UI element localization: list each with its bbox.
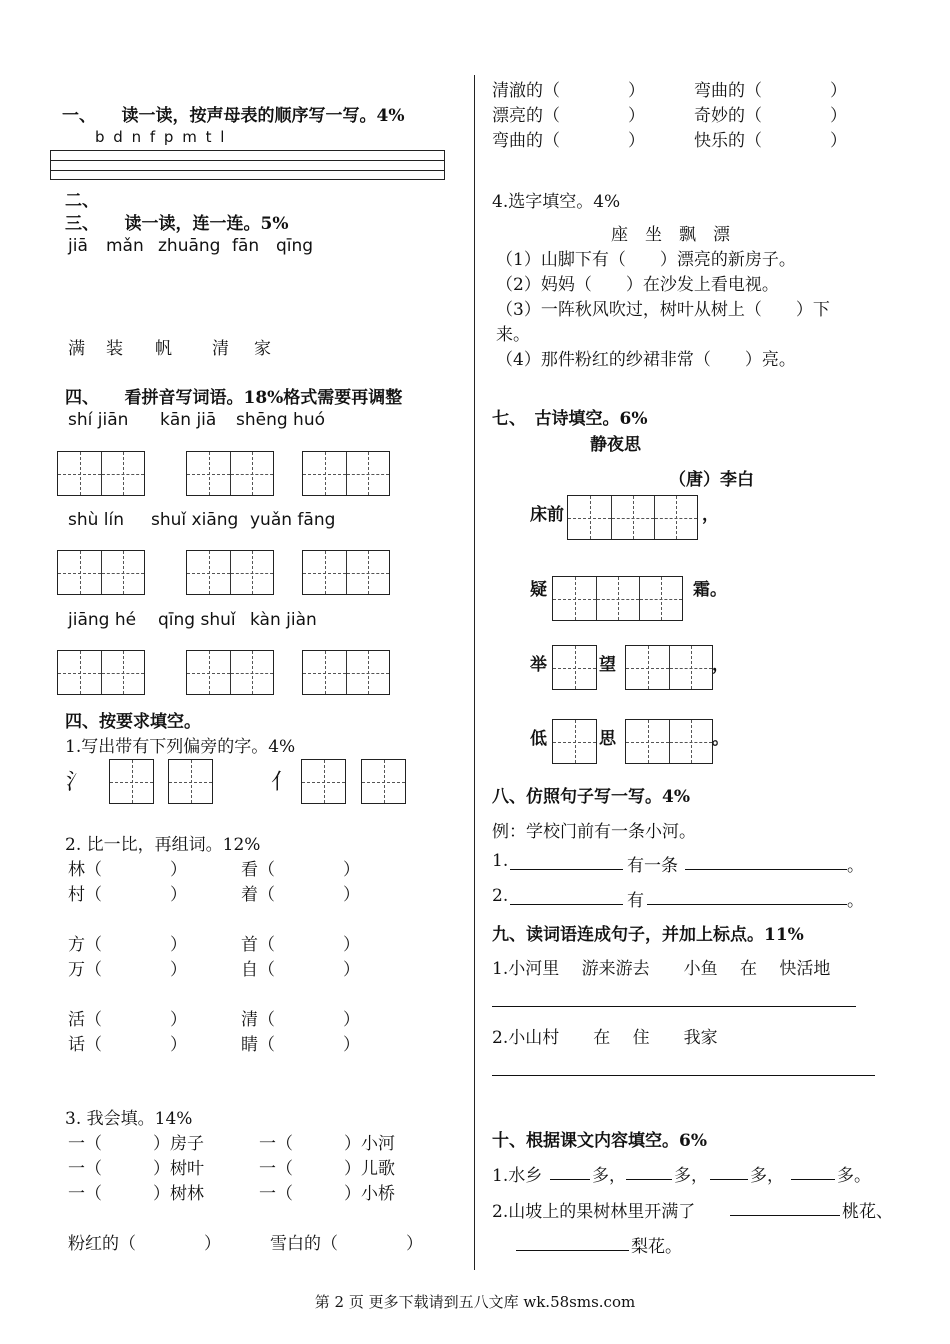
tianzi-grid[interactable] <box>186 650 274 695</box>
imitate-text: 1. <box>492 851 509 871</box>
radical-person: 亻 <box>271 770 294 795</box>
adj-item: 弯曲的（ ） <box>492 131 645 151</box>
blank-line[interactable] <box>550 1179 590 1180</box>
hanzi-item: 家 <box>254 339 271 359</box>
tianzi-cell[interactable] <box>552 645 597 690</box>
char-options: 座 坐 飘 漂 <box>611 225 730 245</box>
recall-text: 多， <box>592 1166 626 1186</box>
question-fill: 3. 我会填。14% <box>65 1109 193 1129</box>
blank-line[interactable] <box>685 869 847 870</box>
section-4-title: 四、 看拼音写词语。18%格式需要再调整 <box>65 388 403 408</box>
tianzi-cell[interactable] <box>109 759 154 804</box>
pinyin-word: kàn jiàn <box>250 610 317 630</box>
poem-text: 床前 <box>530 505 564 525</box>
hanzi-item: 满 <box>68 339 85 359</box>
pinyin-item: fān <box>232 236 260 256</box>
poem-text: 疑 <box>530 580 547 600</box>
adj-item: 漂亮的（ ） <box>492 106 645 126</box>
choice-sentence: （3）一阵秋风吹过，树叶从树上（ ）下 <box>496 300 830 320</box>
section-1-title: 一、 读一读，按声母表的顺序写一写。4% <box>62 106 405 126</box>
section-7-title: 七、 古诗填空。6% <box>492 409 648 429</box>
compare-item: 话（ ） <box>68 1035 187 1055</box>
imitate-text: 。 <box>847 891 864 911</box>
fill-item: 一（ ）小桥 <box>259 1184 395 1204</box>
recall-text: 多， <box>674 1166 708 1186</box>
compare-item: 睛（ ） <box>241 1035 360 1055</box>
color-item: 雪白的（ ） <box>270 1234 423 1254</box>
tianzi-grid[interactable] <box>302 550 390 595</box>
blank-line[interactable] <box>730 1215 840 1216</box>
blank-line[interactable] <box>516 1250 629 1251</box>
imitate-text: 有 <box>627 891 644 911</box>
blank-line[interactable] <box>647 904 847 905</box>
hanzi-item: 装 <box>106 339 123 359</box>
poem-text: 低 <box>530 729 547 749</box>
blank-line[interactable] <box>626 1179 672 1180</box>
section-2-title: 二、 <box>65 191 99 211</box>
adj-item: 弯曲的（ ） <box>694 81 847 101</box>
poem-text: 。 <box>712 729 729 749</box>
pinyin-word: shēng huó <box>236 410 326 430</box>
poem-text: 望 <box>599 655 616 675</box>
section-10-title: 十、根据课文内容填空。6% <box>492 1131 707 1151</box>
compare-item: 万（ ） <box>68 960 187 980</box>
compare-item: 着（ ） <box>241 885 360 905</box>
question-compare: 2. 比一比，再组词。12% <box>65 835 261 855</box>
question-radicals: 1.写出带有下列偏旁的字。4% <box>65 737 296 757</box>
pinyin-word: yuǎn fāng <box>250 510 336 530</box>
word-group: 1.小河里 游来游去 小鱼 在 快活地 <box>492 959 831 979</box>
section-r4-title: 4.选字填空。4% <box>492 192 621 212</box>
pinyin-item: mǎn <box>106 236 144 256</box>
recall-text: 梨花。 <box>631 1237 682 1257</box>
tianzi-grid[interactable] <box>186 550 274 595</box>
answer-line[interactable] <box>492 1075 875 1076</box>
compare-item: 活（ ） <box>68 1010 187 1030</box>
section-9-title: 九、读词语连成句子，并加上标点。11% <box>492 925 804 945</box>
tianzi-grid[interactable] <box>552 576 683 621</box>
tianzi-grid[interactable] <box>57 650 145 695</box>
poem-text: 霜。 <box>693 580 727 600</box>
choice-sentence: （2）妈妈（ ）在沙发上看电视。 <box>496 275 779 295</box>
color-item: 粉红的（ ） <box>68 1234 221 1254</box>
poem-text: ， <box>712 655 729 675</box>
compare-item: 首（ ） <box>241 935 360 955</box>
compare-item: 看（ ） <box>241 860 360 880</box>
tianzi-cell[interactable] <box>301 759 346 804</box>
pinyin-word: jiāng hé <box>68 610 137 630</box>
recall-text: 桃花、 <box>842 1202 893 1222</box>
adj-item: 清澈的（ ） <box>492 81 645 101</box>
tianzi-grid[interactable] <box>302 650 390 695</box>
radical-water: 氵 <box>66 770 89 795</box>
compare-item: 自（ ） <box>241 960 360 980</box>
imitate-text: 有一条 <box>627 856 678 876</box>
example-sentence: 例：学校门前有一条小河。 <box>492 822 696 842</box>
hanzi-item: 帆 <box>155 339 172 359</box>
section-3-title: 三、 读一读，连一连。5% <box>65 214 289 234</box>
blank-line[interactable] <box>710 1179 748 1180</box>
compare-item: 清（ ） <box>241 1010 360 1030</box>
recall-text: 2.山坡上的果树林里开满了 <box>492 1202 696 1222</box>
adj-item: 快乐的（ ） <box>694 131 847 151</box>
word-group: 2.小山村 在 住 我家 <box>492 1028 718 1048</box>
section-5-title: 四、按要求填空。 <box>65 712 201 732</box>
blank-line[interactable] <box>791 1179 835 1180</box>
writing-lines[interactable] <box>50 150 445 180</box>
pinyin-item: jiā <box>68 236 88 256</box>
fill-item: 一（ ）小河 <box>259 1134 395 1154</box>
poem-text: 思 <box>599 729 616 749</box>
tianzi-cell[interactable] <box>552 719 597 764</box>
adj-item: 奇妙的（ ） <box>694 106 847 126</box>
fill-item: 一（ ）房子 <box>68 1134 204 1154</box>
compare-item: 林（ ） <box>68 860 187 880</box>
tianzi-cell[interactable] <box>361 759 406 804</box>
pinyin-word: shuǐ xiāng <box>151 510 239 530</box>
fill-item: 一（ ）树林 <box>68 1184 204 1204</box>
fill-item: 一（ ）树叶 <box>68 1159 204 1179</box>
imitate-text: 2. <box>492 886 509 906</box>
initials-list: b d n f p m t l <box>95 128 227 146</box>
tianzi-grid[interactable] <box>625 645 713 690</box>
choice-sentence: （1）山脚下有（ ）漂亮的新房子。 <box>496 250 796 270</box>
pinyin-word: shí jiān <box>68 410 129 430</box>
fill-item: 一（ ）儿歌 <box>259 1159 395 1179</box>
tianzi-grid[interactable] <box>57 550 145 595</box>
pinyin-item: qīng <box>276 236 314 256</box>
page-footer: 第 2 页 更多下载请到五八文库 wk.58sms.com <box>314 1293 636 1311</box>
compare-item: 村（ ） <box>68 885 187 905</box>
choice-sentence: 来。 <box>496 325 530 345</box>
column-divider <box>474 75 475 1270</box>
poem-text: 举 <box>530 655 547 675</box>
recall-text: 1.水乡 <box>492 1166 543 1186</box>
recall-text: 多。 <box>837 1166 871 1186</box>
choice-sentence: （4）那件粉红的纱裙非常（ ）亮。 <box>496 350 796 370</box>
blank-line[interactable] <box>510 869 623 870</box>
poem-author: （唐）李白 <box>669 470 754 490</box>
tianzi-grid[interactable] <box>567 495 698 540</box>
poem-text: ， <box>702 505 719 525</box>
blank-line[interactable] <box>510 904 623 905</box>
tianzi-grid[interactable] <box>186 451 274 496</box>
recall-text: 多， <box>750 1166 784 1186</box>
pinyin-item: zhuāng <box>158 236 221 256</box>
section-8-title: 八、仿照句子写一写。4% <box>492 787 690 807</box>
tianzi-cell[interactable] <box>168 759 213 804</box>
hanzi-item: 清 <box>212 339 229 359</box>
imitate-text: 。 <box>847 856 864 876</box>
tianzi-grid[interactable] <box>302 451 390 496</box>
pinyin-word: qīng shuǐ <box>158 610 236 630</box>
tianzi-grid[interactable] <box>625 719 713 764</box>
tianzi-grid[interactable] <box>57 451 145 496</box>
pinyin-word: shù lín <box>68 510 125 530</box>
pinyin-word: kān jiā <box>160 410 217 430</box>
answer-line[interactable] <box>492 1006 856 1007</box>
poem-title: 静夜思 <box>590 435 641 455</box>
compare-item: 方（ ） <box>68 935 187 955</box>
